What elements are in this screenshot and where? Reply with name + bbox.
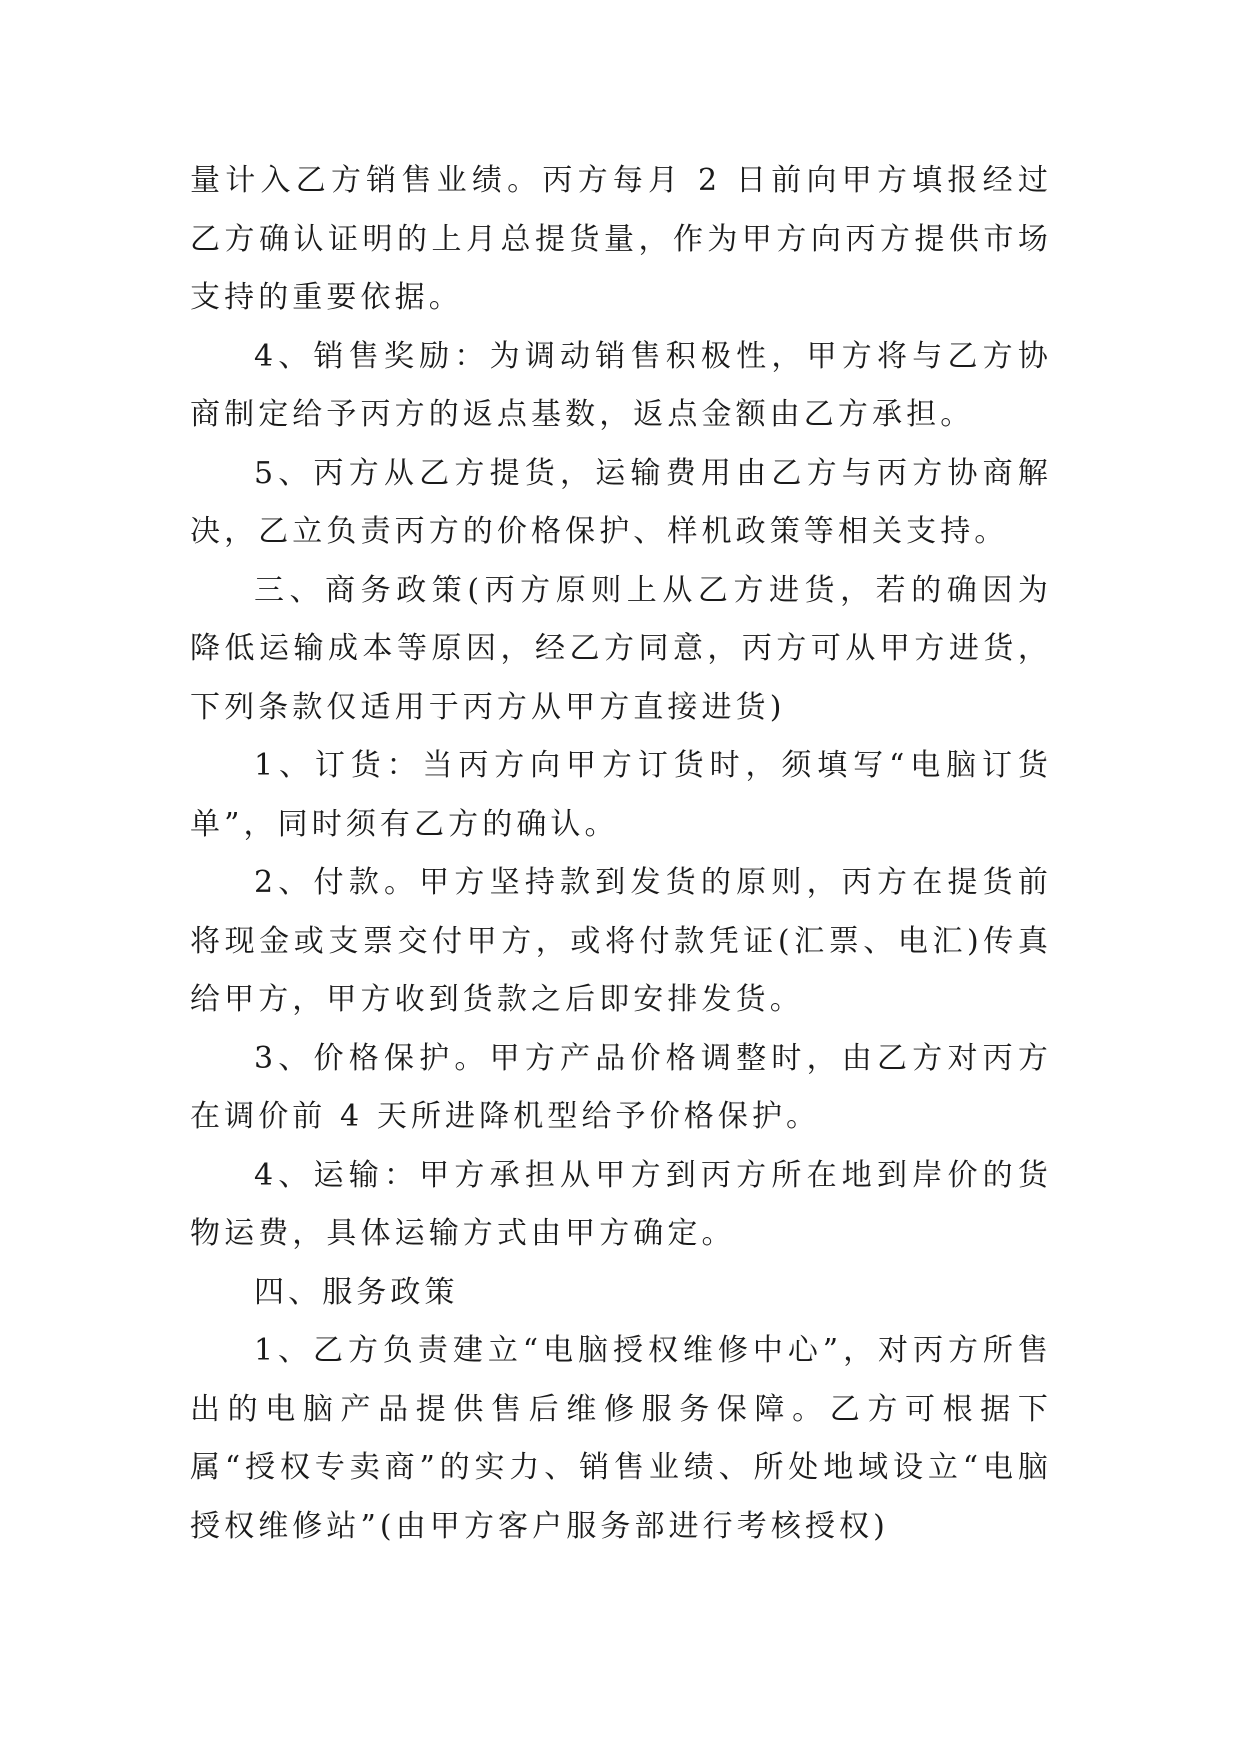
paragraph-transport: 4、运输：甲方承担从甲方到丙方所在地到岸价的货物运费，具体运输方式由甲方确定。 (190, 1157, 1052, 1251)
paragraph-payment: 2、付款。甲方坚持款到发货的原则，丙方在提货前将现金或支票交付甲方，或将付款凭证(汇票、电汇)传真给甲方，甲方收到货款之后即安排发货。 (190, 865, 1052, 1017)
paragraph-price-protection: 3、价格保护。甲方产品价格调整时，由乙方对丙方在调价前 4 天所进降机型给予价格保护。 (190, 1040, 1052, 1134)
paragraph-pickup-transport: 5、丙方从乙方提货，运输费用由乙方与丙方协商解决，乙立负责丙方的价格保护、样机政策等相关支持。 (190, 455, 1052, 549)
paragraph-sales-reward: 4、销售奖励：为调动销售积极性，甲方将与乙方协商制定给予丙方的返点基数，返点金额由乙方承担。 (190, 338, 1052, 432)
document-body (190, 152, 1052, 1556)
section-heading-business-policy: 三、商务政策(丙方原则上从乙方进货，若的确因为降低运输成本等原因，经乙方同意，丙方可从甲方进货，下列条款仅适用于丙方从甲方直接进货) (190, 572, 1052, 725)
paragraph-repair-center: 1、乙方负责建立“电脑授权维修中心”，对丙方所售出的电脑产品提供售后维修服务保障。乙方可根据下属“授权专卖商”的实力、销售业绩、所处地域设立“电脑授权维修站”(由甲方客户服务部进行考核授权) (190, 1333, 1052, 1544)
paragraph-continuation: 量计入乙方销售业绩。丙方每月 2 日前向甲方填报经过乙方确认证明的上月总提货量，作为甲方向丙方提供市场支持的重要依据。 (190, 163, 1052, 315)
section-heading-service-policy: 四、服务政策 (254, 1274, 459, 1310)
paragraph-ordering: 1、订货：当丙方向甲方订货时，须填写“电脑订货单”，同时须有乙方的确认。 (190, 748, 1052, 842)
